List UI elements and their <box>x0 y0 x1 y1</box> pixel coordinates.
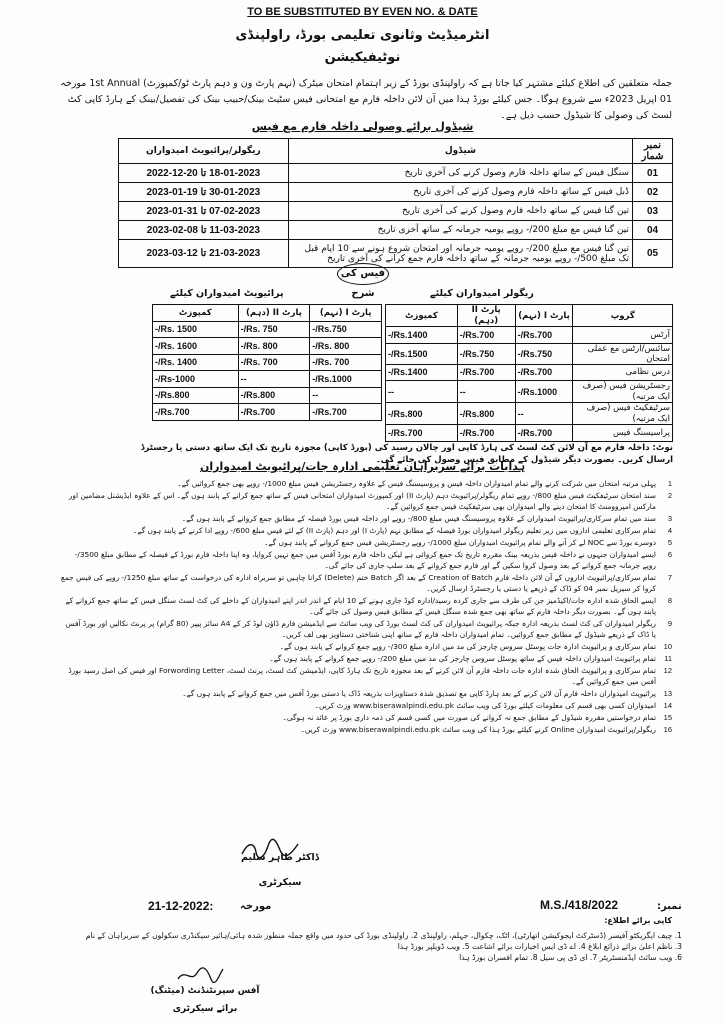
list-item <box>60 700 672 711</box>
schedule-desc: ڈبل فیس کے ساتھ داخلہ فارم وصول کرنے کی آخری تاریخ <box>288 183 632 202</box>
item-number: 8 <box>667 596 672 605</box>
list-item <box>60 641 672 652</box>
item-number: 16 <box>663 725 672 734</box>
item-number: 13 <box>663 689 672 698</box>
item-number: 5 <box>667 538 672 547</box>
fee-cell: -- <box>515 403 573 425</box>
fee-cell: Rs. 1500/- <box>153 321 239 338</box>
schedule-dates: 30-01-2023 تا 19-01-2023 <box>119 183 289 202</box>
schedule-dates: 11-03-2023 تا 08-02-2023 <box>119 221 289 240</box>
secretary-title: سیکرٹری <box>258 877 302 888</box>
fee-cell: Rs.1500/- <box>386 343 458 364</box>
notification-title: نوٹیفیکیشن <box>324 50 401 65</box>
item-text: تمام سرکاری/پرائیویٹ اداروں کے آن لائن داخلہ فارم Creation of Batch کے بعد اگر Batch ختم (Delete) کرانا چاہیں تو سربراہ ادارہ کی درخواست کے ساتھ مبلغ 1250/- روپے کی فیس جمع کروا کر سیریل نمبر 04 کو ڈاک کے ذریعے یا دستی یا رجسٹرڈ ارسال کریں۔ <box>60 573 656 593</box>
table-row <box>153 404 382 421</box>
fee-col-composite: کمپوزٹ <box>386 305 458 327</box>
top-note: TO BE SUBSTITUTED BY EVEN NO. & DATE <box>247 6 478 18</box>
list-item <box>60 724 672 735</box>
office-signature-scribble <box>175 965 225 985</box>
schedule-table <box>118 138 673 268</box>
table-row <box>386 305 673 327</box>
item-text: تمام پرائیویٹ امیدواران داخلہ فیس کے ساتھ پوسٹل سروس چارجز کی مد میں مبلغ 200/- روپے جمع کروانے کے پابند ہوں گے۔ <box>269 654 656 663</box>
table-row <box>119 164 673 183</box>
list-item <box>60 478 672 489</box>
item-number: 11 <box>664 654 672 663</box>
instructions-list <box>60 478 672 736</box>
table-row <box>119 183 673 202</box>
schedule-col-desc: شیڈول <box>288 139 632 164</box>
fee-cell: Rs.750/- <box>310 321 382 338</box>
fee-group-name: رجسٹریشن فیس (صرف ایک مرتبہ) <box>573 381 673 403</box>
list-item <box>60 665 672 687</box>
fee-cell: Rs. 800/- <box>238 338 310 355</box>
fee-cell: Rs.700/- <box>457 327 515 344</box>
list-item <box>60 525 672 536</box>
fee-cell: Rs.700/- <box>457 425 515 442</box>
schedule-header-row <box>119 139 673 164</box>
fee-cell: Rs.800/- <box>457 403 515 425</box>
schedule-col-dates: ریگولر/پرائیویٹ امیدواران <box>119 139 289 164</box>
item-text: تمام سرکاری و پرائیویٹ الحاق شدہ ادارہ جات داخلہ فارم آن لائن کرنے کے بعد مجوزہ تاریخ تک ہارڈ کاپی، ایڈمیشن کٹ لسٹ، پرنٹ لسٹ، Forwording Letter اور فیس کی اصل رسید بورڈ آفس میں جمع کروائیں گے۔ <box>68 666 656 686</box>
list-item <box>60 537 672 548</box>
fee-col-part1: پارٹ I (نہم) <box>515 305 573 327</box>
table-row <box>386 425 673 442</box>
fee-cell: Rs.700/- <box>153 404 239 421</box>
fee-cell: Rs.800/- <box>386 403 458 425</box>
copy-label: کاپی برائے اطلاع: <box>604 916 672 925</box>
fee-group-name: سرٹیفکیٹ فیس (صرف ایک مرتبہ) <box>573 403 673 425</box>
fee-cell: -- <box>310 387 382 404</box>
regular-fee-table <box>385 304 673 442</box>
fee-cell: Rs-1000/- <box>153 371 239 388</box>
item-text: پہلی مرتبہ امتحان میں شرکت کرنے والے تمام امیدواران داخلہ فیس و پروسیسنگ فیس کے علاوہ رجسٹریشن فیس مبلغ 1000/- روپے بھی جمع کروائیں گے۔ <box>177 479 656 488</box>
table-row <box>153 354 382 371</box>
intro-text: جملہ متعلقین کی اطلاع کیلئے مشتہر کیا جاتا ہے کہ راولپنڈی بورڈ کے زیر اہتمام امتحان میٹرک (نہم پارٹ ون و دہم پارٹ ٹو/کمپوزٹ) 1st Annual مورخہ 01 اپریل 2023ء سے شروع ہوگا۔ جس کیلئے بورڈ ہذا میں آن لائن داخلہ فارم مع امتحانی فیس سٹیٹ بینک/حبیب بینک کی تفصیل/بینک کے ہارڈ کاپی کٹ لسٹ کی وصولی کا شیڈول حسب ذیل ہے۔ <box>60 78 672 121</box>
fee-cell: Rs.700/- <box>515 327 573 344</box>
schedule-no: 01 <box>633 164 673 183</box>
private-fee-title: پرائیویٹ امیدواران کیلئے <box>170 288 284 299</box>
regular-fee-title: ریگولر امیدواران کیلئے <box>430 288 534 299</box>
list-item <box>60 490 672 512</box>
item-number: 6 <box>667 550 672 559</box>
schedule-desc: تین گنا فیس مع مبلغ 200/- روپے یومیہ جرمانہ کے ساتھ آخری تاریخ <box>288 221 632 240</box>
item-text: ریگولر امیدواران کی کٹ لسٹ بذریعہ ادارہ جبکہ پرائیویٹ امیدواران کی کٹ لسٹ بورڈ کی ویب سائٹ سے ایڈمیشن فارم ڈاؤن لوڈ کر کے A4 سائز پیپر (80 گرام) پر پرنٹ نکالیں اور بورڈ آفس یا ڈاک کے ذریعے شیڈول کے مطابق جمع کروائیں۔ تمام امیدواران داخلہ فارم کے ساتھ اپنی شناختی دستاویز بھی لف کریں۔ <box>65 619 656 639</box>
ms-label: نمبر: <box>657 901 682 912</box>
list-item <box>60 688 672 699</box>
copy-line: 3. ناظم اعلیٰ برائے ذرائع ابلاغ 4. اے ڈی ایس اخبارات برائے اشاعت 5. ویب ڈویلپر بورڈ ہذا <box>397 942 682 951</box>
item-text: ایسے الحاق شدہ ادارہ جات/اکیڈمیز جن کی طرف سے جاری کردہ رسید/ادارہ کوڈ جاری ہونے کے 10 ایام کے اندر اندر اپنے امیدواران کے داخلے کی کٹ لسٹ سنگل فیس کے ساتھ جمع کروانے کے پابند ہوں گے۔ بصورت دیگر داخلہ فارم کے ساتھ بھی جمع شدہ سنگل فیس کے مطابق فیس وصول کی جائے گی۔ <box>65 596 656 616</box>
table-row <box>153 338 382 355</box>
fee-note: نوٹ: داخلہ فارم مع آن لائن کٹ لسٹ کی ہارڈ کاپی اور چالان رسید کی (بورڈ کاپی) مجوزہ تاریخ تک ایک ساتھ دستی یا رجسٹرڈ ارسال کریں۔ بصورت دیگر شیڈول کے مطابق فیس وصول کی جائے گی۔ <box>140 443 673 465</box>
table-row <box>386 343 673 364</box>
schedule-no: 05 <box>633 240 673 268</box>
schedule-desc: تین گنا فیس مع مبلغ 200/- روپے یومیہ جرمانہ اور امتحان شروع ہونے سے 10 ایام قبل تک مبلغ 500/- روپے یومیہ جرمانہ کے ساتھ داخلہ فارم جمع کرانے کی آخری تاریخ <box>288 240 632 268</box>
table-row <box>119 202 673 221</box>
fee-cell: Rs. 1600/- <box>153 338 239 355</box>
item-text: تمام درخواستیں مقررہ شیڈول کے مطابق جمع نہ کروانے کی صورت میں کسی قسم کی ذمہ داری بورڈ پر عائد نہ ہوگی۔ <box>282 713 656 722</box>
item-number: 1 <box>667 479 672 488</box>
fee-cell: Rs.700/- <box>457 364 515 381</box>
item-number: 7 <box>667 573 672 582</box>
fee-col-part2: پارٹ II (دہم) <box>238 305 310 322</box>
fee-cell: -- <box>238 371 310 388</box>
fee-cell: Rs.750/- <box>515 343 573 364</box>
fee-cell: Rs.750/- <box>457 343 515 364</box>
table-row <box>386 364 673 381</box>
table-row <box>153 387 382 404</box>
dated-label: مورخہ <box>240 901 272 912</box>
copy-list <box>60 930 682 963</box>
table-row <box>153 371 382 388</box>
table-row <box>386 327 673 344</box>
schedule-dates: 07-02-2023 تا 31-01-2023 <box>119 202 289 221</box>
item-number: 2 <box>667 491 672 500</box>
fee-cell: Rs.700/- <box>238 404 310 421</box>
office-for-secretary: برائے سیکرٹری <box>172 1004 238 1014</box>
schedule-no: 04 <box>633 221 673 240</box>
fee-col-part1: پارٹ I (نہم) <box>310 305 382 322</box>
list-item <box>60 572 672 594</box>
table-row <box>386 403 673 425</box>
schedule-dates: 18-01-2023 تا 20-12-2022 <box>119 164 289 183</box>
schedule-desc: سنگل فیس کے ساتھ داخلہ فارم وصول کرنے کی آخری تاریخ <box>288 164 632 183</box>
table-row <box>153 305 382 322</box>
secretary-name: ڈاکٹر طاہر سلیم <box>241 852 319 863</box>
fee-cell: Rs.700/- <box>386 425 458 442</box>
fee-group-name: پراسیسنگ فیس <box>573 425 673 442</box>
item-text: امیدواران کسی بھی قسم کی معلومات کیلئے بورڈ کی ویب سائٹ www.biserawalpindi.edu.pk وزٹ کریں۔ <box>314 701 656 710</box>
fee-group-name: آرٹس <box>573 327 673 344</box>
schedule-dates: 21-03-2023 تا 12-03-2023 <box>119 240 289 268</box>
fee-cell: Rs.1000/- <box>515 381 573 403</box>
fee-cell: Rs. 1400/- <box>153 354 239 371</box>
fee-cell: -- <box>457 381 515 403</box>
item-text: سند امتحان سرٹیفکیٹ فیس مبلغ 800/- روپے تمام ریگولر/پرائیویٹ دہم (پارٹ II) اور کمپوزٹ امیدواران امتحانی فیس کے ساتھ جمع کرانے کے پابند ہوں گے۔ اس کے علاوہ ایڈیشنل مضامین اور مارکس امپروومنٹ کا امتحان دینے والے امیدواران بھی سرٹیفکیٹ فیس جمع کروائیں گے۔ <box>68 491 656 511</box>
schedule-no: 02 <box>633 183 673 202</box>
item-text: تمام سرکاری و پرائیویٹ ادارہ جات پوسٹل سروس چارجز کی مد میں ادارہ مبلغ 300/- روپے جمع کروانے کے پابند ہوں گے۔ <box>279 642 656 651</box>
list-item <box>60 618 672 640</box>
fee-cell: Rs.700/- <box>515 364 573 381</box>
dated-value: 21-12-2022: <box>148 899 214 913</box>
item-number: 9 <box>667 619 672 628</box>
schedule-col-no: نمبر شمار <box>633 139 673 164</box>
item-text: سند میں تمام سرکاری/پرائیویٹ امیدواران کے علاوہ پروسیسنگ فیس مبلغ 800/- روپے اور داخلہ فیس بورڈ فیصلہ کے مطابق جمع کروانے کے پابند ہوں گے۔ <box>181 514 656 523</box>
private-fee-table <box>152 304 382 421</box>
table-row <box>153 321 382 338</box>
table-row <box>386 381 673 403</box>
fee-cell: Rs.700/- <box>515 425 573 442</box>
board-name: انٹرمیڈیٹ وثانوی تعلیمی بورڈ، راولپنڈی <box>235 28 490 43</box>
item-text: ریگولر/پرائیویٹ امیدواران Online کرنے کیلئے بورڈ ہذا کی ویب سائٹ www.biserawalpindi.edu.pk وزٹ کریں۔ <box>300 725 656 734</box>
fee-cell: -- <box>386 381 458 403</box>
list-item <box>60 712 672 723</box>
item-text: ایسے امیدواران جنہوں نے داخلہ فیس بذریعہ بینک مقررہ تاریخ تک جمع کروائی ہے لیکن داخلہ فارم بورڈ آفس میں جمع نہیں کروایا، وہ اپنا داخلہ فارم بورڈ کے فیصلہ کے مطابق مبلغ 3500/- روپے جرمانہ جمع کروانے کے بعد وصول کروا سکیں گے اور فارم جمع کروانے کے بعد سلپ جاری کی جائے گی۔ <box>74 550 656 570</box>
list-item <box>60 595 672 617</box>
list-item <box>60 549 672 571</box>
fee-col-part2: پارٹ II (دہم) <box>457 305 515 327</box>
item-text: دوسرے بورڈ سے NOC لے کر آنے والے تمام پرائیویٹ امیدواران مبلغ 1000/- روپے رجسٹریشن فیس جمع کروانے کے پابند ہوں گے۔ <box>263 538 656 547</box>
item-number: 4 <box>667 526 672 535</box>
ms-number: M.S./418/2022 <box>540 898 619 912</box>
item-text: تمام سرکاری تعلیمی اداروں میں زیر تعلیم ریگولر امیدواران بورڈ فیصلہ کے مطابق نہم (پارٹ I) اور دہم (پارٹ II) کے لئے فیس مبلغ 600/- روپے ادا کرنے کے پابند ہوں گے۔ <box>133 526 656 535</box>
fee-cell: Rs. 700/- <box>310 354 382 371</box>
office-superintendent: آفس سپرنٹنڈنٹ (میٹنگ) <box>150 986 260 996</box>
schedule-heading: شیڈول برائے وصولی داخلہ فارم مع فیس <box>251 120 474 133</box>
fee-cell: Rs.700/- <box>310 404 382 421</box>
fee-col-group: گروپ <box>573 305 673 327</box>
item-number: 3 <box>667 514 672 523</box>
list-item <box>60 513 672 524</box>
copy-line: 1. چیف ایگزیکٹو آفیسر (ڈسٹرکٹ ایجوکیشن اتھارٹی)، اٹک، چکوال، جہلم، راولپنڈی 2. راولپنڈی بورڈ کی حدود میں واقع جملہ منظور شدہ ہائی/ہائیر سیکنڈری سکولوں کے سربراہان کے نام <box>85 931 682 940</box>
fee-cell: Rs.800/- <box>238 387 310 404</box>
table-row <box>119 240 673 268</box>
fee-cell: Rs. 700/- <box>238 354 310 371</box>
fee-cell: Rs. 800/- <box>310 338 382 355</box>
fee-group-name: سائنس/آرٹس مع عملی امتحان <box>573 343 673 364</box>
item-number: 15 <box>663 713 672 722</box>
table-row <box>119 221 673 240</box>
fee-cell: Rs.800/- <box>153 387 239 404</box>
item-number: 14 <box>663 701 672 710</box>
copy-line: 6. ویب سائٹ ایڈمنسٹریٹر 7. ای ڈی پی سیل 8. تمام افسران بورڈ ہذا <box>459 953 682 962</box>
fee-cell: Rs.1400/- <box>386 327 458 344</box>
fee-cell: Rs.1000/- <box>310 371 382 388</box>
schedule-no: 03 <box>633 202 673 221</box>
list-item <box>60 653 672 664</box>
fee-cell: Rs.1400/- <box>386 364 458 381</box>
item-number: 12 <box>663 666 672 675</box>
fee-group-name: درس نظامی <box>573 364 673 381</box>
instructions-heading: ہدایات برائے سربراہان تعلیمی ادارہ جات/پرائیویٹ امیدواران <box>199 460 526 473</box>
fee-heading: فیس کی شرح <box>337 263 389 285</box>
fee-cell: Rs. 750/- <box>238 321 310 338</box>
fee-col-composite: کمپوزٹ <box>153 305 239 322</box>
item-number: 10 <box>663 642 672 651</box>
schedule-desc: تین گنا فیس کے ساتھ داخلہ فارم وصول کرنے کی آخری تاریخ <box>288 202 632 221</box>
item-text: پرائیویٹ امیدواران داخلہ فارم آن لائن کرنے کے بعد ہارڈ کاپی مع تصدیق شدہ دستاویزات بذریعہ ڈاک یا دستی بورڈ آفس میں جمع کروانے کے پابند ہوں گے۔ <box>182 689 656 698</box>
